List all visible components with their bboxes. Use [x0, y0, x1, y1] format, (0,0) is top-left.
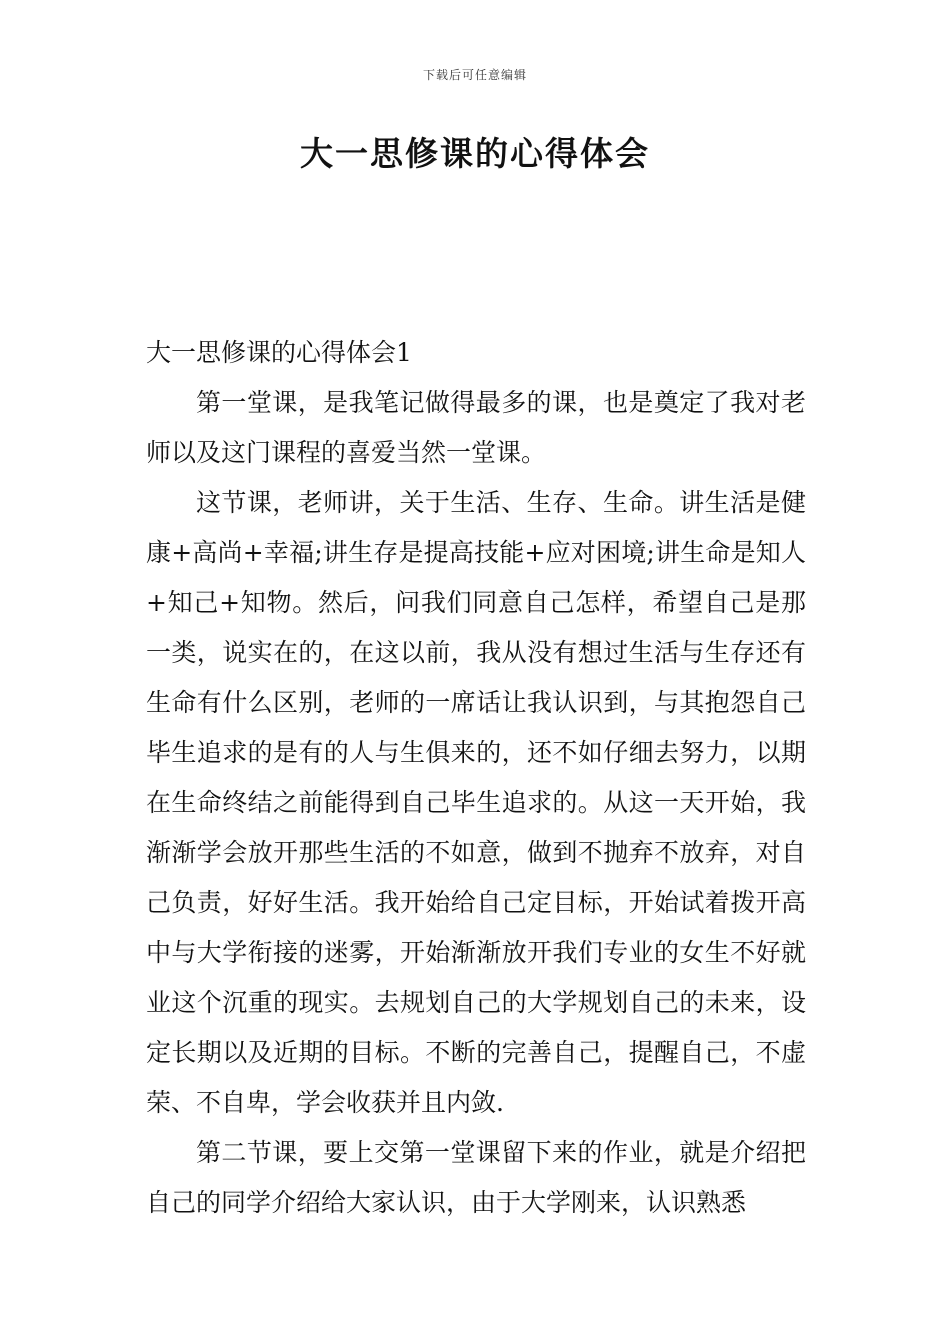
paragraph-1: 第一堂课，是我笔记做得最多的课，也是奠定了我对老师以及这门课程的喜爱当然一堂课。: [146, 388, 806, 467]
header-note: 下载后可任意编辑: [422, 68, 527, 82]
paragraph-3: 第二节课，要上交第一堂课留下来的作业，就是介绍把自己的同学介绍给大家认识，由于大学刚来，认识熟悉: [146, 1138, 806, 1217]
section-heading: 大一思修课的心得体会1: [146, 338, 412, 367]
document-title: 大一思修课的心得体会: [300, 134, 650, 173]
paragraph-2: 这节课，老师讲，关于生活、生存、生命。讲生活是健康+高尚+幸福;讲生存是提高技能+应对困境;讲生命是知人+知己+知物。然后，问我们同意自己怎样，希望自己是那一类，说实在的，在这以前，我从没有想过生活与生存还有生命有什么区别，老师的一席话让我认识到，与其抱怨自己毕生追求的是有的人与生俱来的，还不如仔细去努力，以期在生命终结之前能得到自己毕生追求的。从这一天开始，我渐渐学会放开那些生活的不如意，做到不抛弃不放弃，对自己负责，好好生活。我开始给自己定目标，开始试着拨开高中与大学衔接的迷雾，开始渐渐放开我们专业的女生不好就业这个沉重的现实。去规划自己的大学规划自己的未来，设定长期以及近期的目标。不断的完善自己，提醒自己，不虚荣、不自卑，学会收获并且内敛.: [146, 488, 806, 1117]
document-body: [146, 328, 806, 1228]
